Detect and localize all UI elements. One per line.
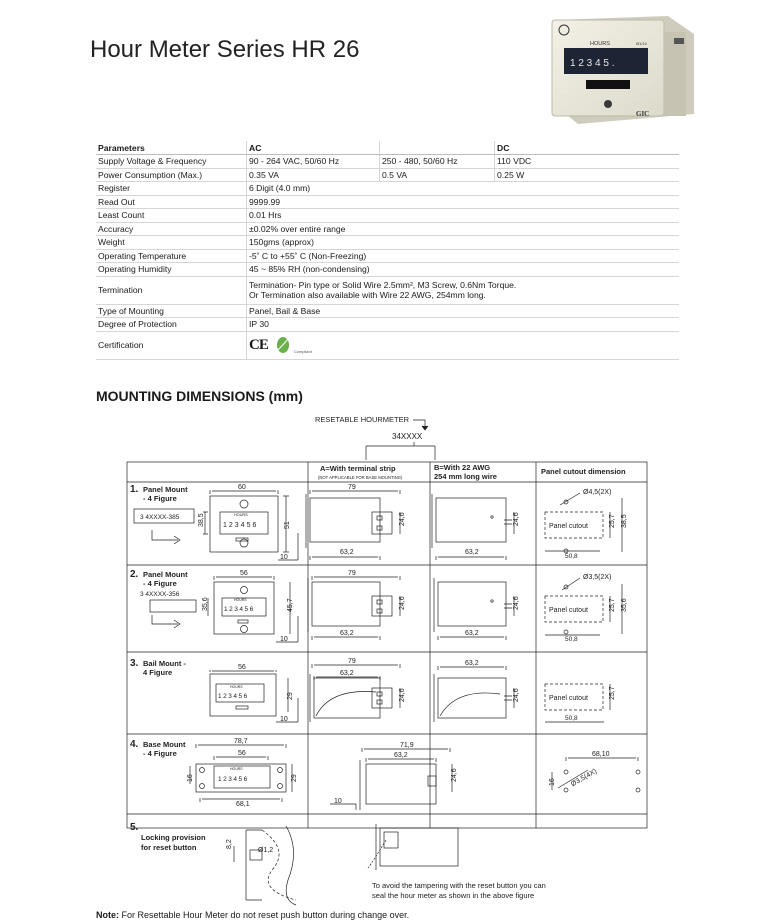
row2-b-term: 24,6: [513, 596, 520, 610]
param-label: Read Out: [96, 195, 247, 209]
row3-gap-dim: 10: [280, 716, 288, 723]
row1-b-body: 63,2: [465, 549, 479, 556]
termination-line-2: Or Termination also available with Wire 22 AWG, 254mm long.: [249, 290, 486, 300]
product-window-label: HOURS: [590, 41, 610, 47]
param-label: Accuracy: [96, 222, 247, 236]
param-label: Degree of Protection: [96, 318, 247, 332]
row4-width-dim: 56: [238, 750, 246, 757]
part-code: 34XXXX: [392, 432, 423, 441]
row4-face-label: HOURS: [230, 767, 243, 771]
rohs-label: Compliant: [293, 349, 312, 354]
row2-height-dim: 35,6: [202, 597, 209, 611]
row5-dim1: 8,2: [226, 839, 233, 849]
row5-title2: for reset button: [141, 843, 197, 852]
row1-title1: Panel Mount: [143, 485, 188, 494]
mounting-dimensions-title: MOUNTING DIMENSIONS (mm): [96, 388, 303, 404]
row1-height2-dim: 51: [284, 521, 291, 529]
row5-dim2: Ø1,2: [258, 847, 274, 854]
row3-title2: 4 Figure: [143, 668, 173, 677]
row1-cutout-h2: 38,5: [621, 514, 628, 528]
row3-a-length: 79: [348, 658, 356, 665]
param-value: 0.01 Hrs: [247, 209, 680, 223]
col-c-header: Panel cutout dimension: [541, 467, 626, 476]
row4-a-body: 63,2: [394, 752, 408, 759]
row1-hole-dim: Ø4,5(2X): [583, 489, 612, 496]
param-value: Panel, Bail & Base: [247, 304, 680, 318]
row3-cutout-w: 50,8: [565, 715, 578, 722]
row5-num: 5.: [130, 822, 139, 833]
footer-note-label: Note:: [96, 910, 119, 920]
row1-face-label: HOURS: [234, 513, 248, 517]
row3-title1: Bail Mount -: [143, 659, 186, 668]
row2-face-label: HOURS: [234, 598, 247, 602]
row3-b-body: 63,2: [465, 660, 479, 667]
row4-a-length: 71,9: [400, 742, 414, 749]
param-label: Power Consumption (Max.): [96, 168, 247, 182]
row1-a-term: 24,6: [399, 512, 406, 526]
param-value: 9999.99: [247, 195, 680, 209]
row2-gap-dim: 10: [280, 636, 288, 643]
row2-title1: Panel Mount: [143, 570, 188, 579]
param-label: Least Count: [96, 209, 247, 223]
footer-note: [96, 910, 409, 920]
row2-part: 3 4XXXX-356: [140, 591, 180, 598]
row2-width-dim: 56: [240, 570, 248, 577]
param-label: Register: [96, 182, 247, 196]
row2-cutout-w: 50,8: [565, 636, 578, 643]
row2-a-term: 24,6: [399, 596, 406, 610]
row5-title1: Locking provision: [141, 833, 206, 842]
row3-num: 3.: [130, 658, 139, 669]
page-title: Hour Meter Series HR 26: [90, 36, 360, 63]
row5-note1: To avoid the tampering with the reset button you can: [372, 881, 546, 890]
col-a-note: (NOT APPLICABLE FOR BASE MOUNTING): [318, 475, 403, 480]
row3-b-term: 24,6: [513, 688, 520, 702]
param-value: 110 VDC: [495, 155, 680, 169]
row1-part: 3 4XXXX-385: [140, 514, 180, 521]
param-value: 90 - 264 VAC, 50/60 Hz: [247, 155, 380, 169]
row1-num: 1.: [130, 484, 139, 495]
col-b-header-1: B=With 22 AWG: [434, 463, 491, 472]
param-value: 150gms (approx): [247, 236, 680, 250]
product-small-label: Ø1/10: [636, 41, 647, 46]
row1-cutout-w: 50,8: [565, 553, 578, 560]
row1-cutout-h: 25,7: [609, 514, 616, 528]
param-value: 45 ~ 85% RH (non-condensing): [247, 263, 680, 277]
row2-face-digits: 123456: [224, 606, 255, 613]
row3-width-dim: 56: [238, 664, 246, 671]
param-label: Operating Temperature: [96, 249, 247, 263]
row1-height-dim: 38,5: [198, 513, 205, 527]
product-logo: GIC: [636, 110, 650, 118]
row3-a-body: 63,2: [340, 670, 354, 677]
param-label: Operating Humidity: [96, 263, 247, 277]
row5-note2: seal the hour meter as shown in the above figure: [372, 891, 535, 900]
param-value: 6 Digit (4.0 mm): [247, 182, 680, 196]
footer-note-text: For Resettable Hour Meter do not reset push button during change over.: [119, 910, 410, 920]
row4-side-h: 16: [187, 774, 194, 782]
row3-cutout-h: 25,7: [609, 686, 616, 700]
header-dc: DC: [495, 141, 680, 155]
row3-cutout-label: Panel cutout: [549, 695, 588, 702]
row2-cutout-label: Panel cutout: [549, 607, 588, 614]
param-value: ±0.02% over entire range: [247, 222, 680, 236]
param-value: 0.5 VA: [380, 168, 495, 182]
param-value: 0.35 VA: [247, 168, 380, 182]
col-b-header-2: 254 mm long wire: [434, 472, 497, 481]
resettable-label: RESETABLE HOURMETER: [315, 415, 410, 424]
row3-height-dim: 29: [287, 692, 294, 700]
termination-line-1: Termination- Pin type or Solid Wire 2.5mm², M3 Screw, 0.6Nm Torque.: [249, 280, 517, 290]
row4-width-outer: 78,7: [234, 738, 248, 745]
row4-base-w: 68,1: [236, 801, 250, 808]
param-value: 0.25 W: [495, 168, 680, 182]
row4-cutout-hole: Ø3,5(4X): [570, 767, 599, 789]
param-value: -5˚ C to +55˚ C (Non-Freezing): [247, 249, 680, 263]
row1-title2: - 4 Figure: [143, 494, 177, 503]
row1-arrow-icon: [152, 530, 180, 544]
param-label: Type of Mounting: [96, 304, 247, 318]
row4-num: 4.: [130, 739, 139, 750]
header-parameters: Parameters: [96, 141, 247, 155]
param-value: 250 - 480, 50/60 Hz: [380, 155, 495, 169]
row4-gap-dim: 10: [334, 798, 342, 805]
row1-b-term: 24,6: [513, 512, 520, 526]
param-label: Certification: [96, 331, 247, 359]
row1-a-body: 63,2: [340, 549, 354, 556]
row4-a-term: 24,6: [451, 768, 458, 782]
row2-cutout-h: 25,7: [609, 598, 616, 612]
row2-height2-dim: 45,7: [287, 598, 294, 612]
row2-b-body: 63,2: [465, 630, 479, 637]
header-ac: AC: [247, 141, 380, 155]
row4-face-digits: 123456: [218, 776, 249, 783]
row2-arrow-icon: [152, 615, 180, 628]
param-label: Weight: [96, 236, 247, 250]
product-digits: 1 2 3 4 5 .: [570, 58, 615, 69]
row2-hole-dim: Ø3,5(2X): [583, 574, 612, 581]
ce-mark: CE: [249, 336, 268, 353]
param-label: Termination: [96, 276, 247, 304]
row1-width-dim: 60: [238, 484, 246, 491]
row2-title2: - 4 Figure: [143, 579, 177, 588]
row3-face-label: HOURS: [230, 685, 243, 689]
row2-a-length: 79: [348, 570, 356, 577]
row4-height-dim: 29: [291, 774, 298, 782]
row1-face-digits: 123456: [223, 522, 259, 529]
param-value: IP 30: [247, 318, 680, 332]
row2-cutout-h2: 35,6: [621, 598, 628, 612]
row4-title1: Base Mount: [143, 740, 186, 749]
row4-cutout-w: 68,10: [592, 751, 610, 758]
row3-a-term: 24,6: [399, 688, 406, 702]
row4-title2: - 4 Figure: [143, 749, 177, 758]
row4-cutout-h: 16: [549, 778, 556, 786]
param-label: Supply Voltage & Frequency: [96, 155, 247, 169]
row1-cutout-label: Panel cutout: [549, 523, 588, 530]
row2-num: 2.: [130, 569, 139, 580]
row2-a-body: 63,2: [340, 630, 354, 637]
row1-a-length: 79: [348, 484, 356, 491]
row3-face-digits: 123456: [218, 693, 249, 700]
row1-gap-dim: 10: [280, 554, 288, 561]
col-a-header: A=With terminal strip: [320, 464, 396, 473]
